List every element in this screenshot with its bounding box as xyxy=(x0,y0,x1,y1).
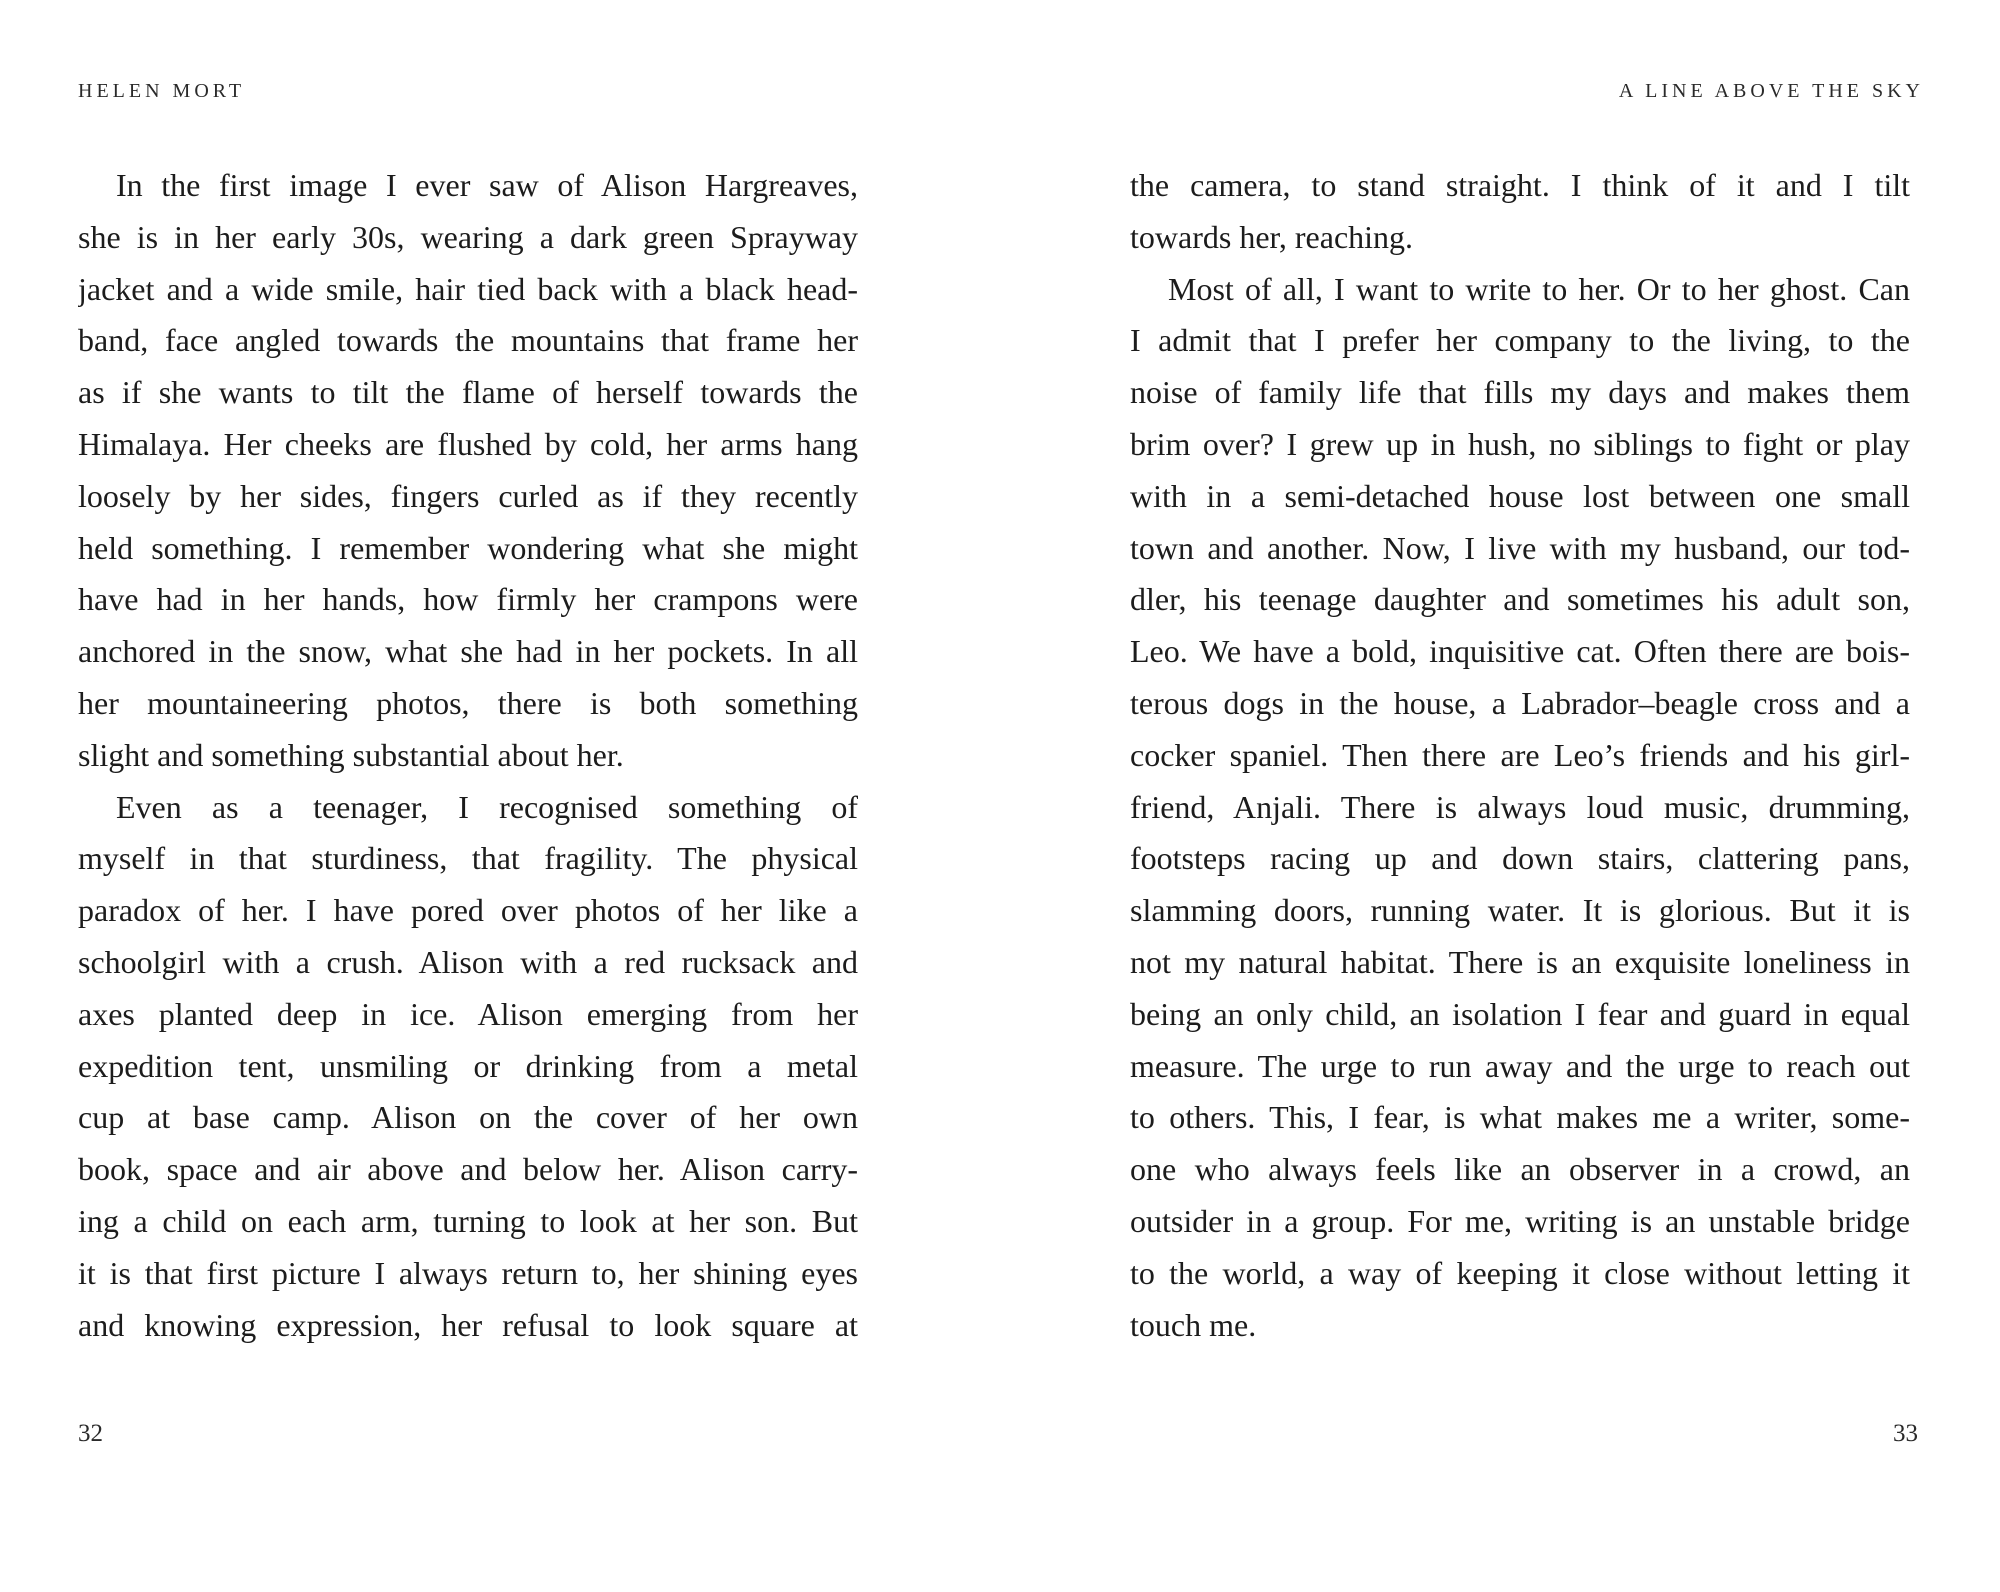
text-line: cup at base camp. Alison on the cover of her own xyxy=(78,1099,858,1136)
text-line: town and another. Now, I live with my husband, our tod- xyxy=(1130,529,1910,566)
text-line: and knowing expression, her refusal to look square at xyxy=(78,1306,858,1343)
text-line: friend, Anjali. There is always loud music, drumming, xyxy=(1130,788,1910,825)
text-line: Leo. We have a bold, inquisitive cat. Often there are bois- xyxy=(1130,633,1910,670)
text-line: expedition tent, unsmiling or drinking from a metal xyxy=(78,1047,858,1084)
text-line: terous dogs in the house, a Labrador–beagle cross and a xyxy=(1130,684,1910,721)
text-line: being an only child, an isolation I fear and guard in equal xyxy=(1130,995,1910,1032)
text-line: the camera, to stand straight. I think of it and I tilt xyxy=(1130,167,1910,203)
text-line: towards her, reaching. xyxy=(1130,218,1414,255)
text-line: Himalaya. Her cheeks are flushed by cold, her arms hang xyxy=(78,425,858,462)
text-line: anchored in the snow, what she had in her pockets. In all xyxy=(78,633,858,670)
text-line: held something. I remember wondering what she might xyxy=(78,529,858,566)
page-number-right: 33 xyxy=(1893,1420,1918,1447)
text-line: paradox of her. I have pored over photos of her like a xyxy=(78,892,858,929)
text-line: loosely by her sides, fingers curled as if they recently xyxy=(78,477,858,514)
text-line: book, space and air above and below her. Alison carry- xyxy=(78,1151,858,1188)
text-line: brim over? I grew up in hush, no siblings to fight or play xyxy=(1130,425,1910,462)
text-line: her mountaineering photos, there is both something xyxy=(78,684,858,721)
text-line: In the first image I ever saw of Alison Hargreaves, xyxy=(116,167,858,203)
text-line: have had in her hands, how firmly her crampons were xyxy=(78,581,858,618)
text-line: as if she wants to tilt the flame of herself towards the xyxy=(78,374,858,411)
text-line: myself in that sturdiness, that fragility. The physical xyxy=(78,840,858,877)
text-line: cocker spaniel. Then there are Leo’s friends and his girl- xyxy=(1130,736,1910,773)
text-line: noise of family life that fills my days and makes them xyxy=(1130,374,1910,411)
text-line: band, face angled towards the mountains that frame her xyxy=(78,322,858,359)
text-line: I admit that I prefer her company to the living, to the xyxy=(1130,322,1910,359)
text-line: it is that first picture I always return to, her shining eyes xyxy=(78,1254,858,1291)
text-line: touch me. xyxy=(1130,1306,1257,1343)
right-page xyxy=(1000,0,2000,1592)
text-line: with in a semi-detached house lost between one small xyxy=(1130,477,1910,514)
text-line: outsider in a group. For me, writing is an unstable bridge xyxy=(1130,1202,1910,1239)
text-line: axes planted deep in ice. Alison emerging from her xyxy=(78,995,858,1032)
text-line: jacket and a wide smile, hair tied back with a black head- xyxy=(78,270,858,307)
text-line: Even as a teenager, I recognised something of xyxy=(116,788,858,825)
text-line: to the world, a way of keeping it close without letting it xyxy=(1130,1254,1910,1291)
body-text-right xyxy=(1130,160,1910,1351)
text-line: schoolgirl with a crush. Alison with a red rucksack and xyxy=(78,943,858,980)
text-line: slight and something substantial about her. xyxy=(78,736,624,773)
text-line: to others. This, I fear, is what makes me a writer, some- xyxy=(1130,1099,1910,1136)
text-line: ing a child on each arm, turning to look at her son. But xyxy=(78,1202,858,1239)
running-head-title: A LINE ABOVE THE SKY xyxy=(1618,80,1924,102)
text-line: she is in her early 30s, wearing a dark green Sprayway xyxy=(78,218,858,255)
text-line: footsteps racing up and down stairs, clattering pans, xyxy=(1130,840,1910,877)
page-number-left: 32 xyxy=(78,1420,103,1447)
text-line: measure. The urge to run away and the urge to reach out xyxy=(1130,1047,1910,1084)
text-line: not my natural habitat. There is an exquisite loneliness in xyxy=(1130,943,1910,980)
running-head-author: HELEN MORT xyxy=(78,80,246,102)
body-text-left xyxy=(78,160,858,1351)
text-line: Most of all, I want to write to her. Or to her ghost. Can xyxy=(1168,270,1910,307)
text-line: slamming doors, running water. It is glorious. But it is xyxy=(1130,892,1910,929)
text-line: one who always feels like an observer in a crowd, an xyxy=(1130,1151,1910,1188)
text-line: dler, his teenage daughter and sometimes his adult son, xyxy=(1130,581,1910,618)
